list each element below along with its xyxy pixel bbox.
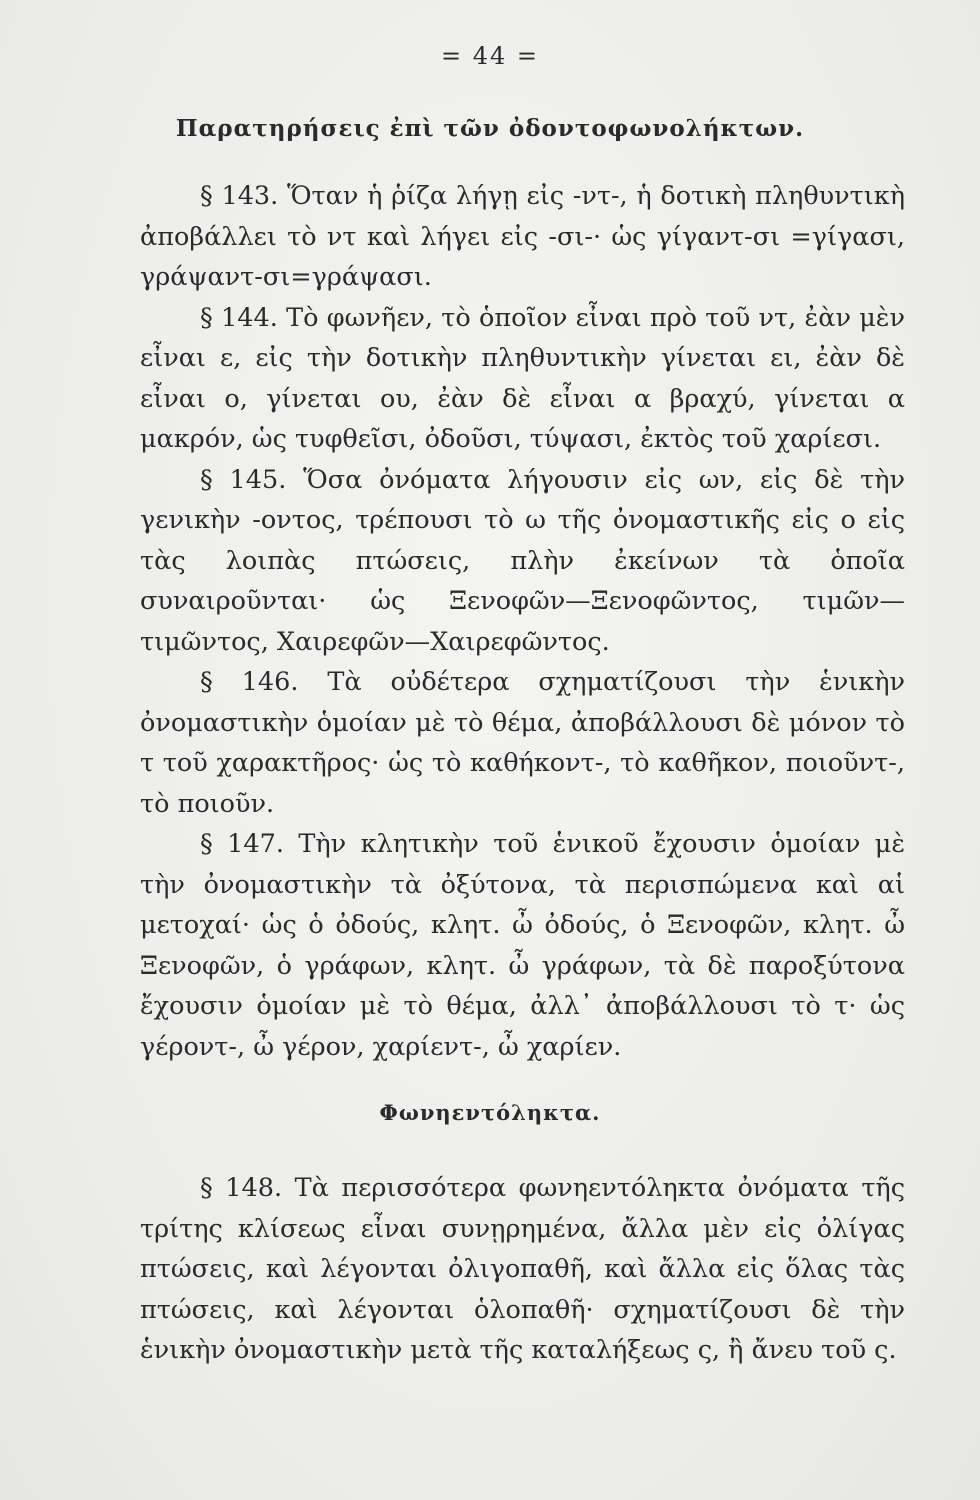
section-number: § 147.	[200, 829, 284, 859]
section-heading-observations: Παρατηρήσεις ἐπὶ τῶν ὀδοντοφωνολήκτων.	[175, 115, 805, 142]
paragraph-147	[140, 824, 905, 1067]
section-number: § 143.	[200, 181, 279, 211]
section-number: § 145.	[200, 464, 287, 495]
paragraph-text: Τὰ οὐδέτερα σχηματίζουσι τὴν ἑνικὴν ὀνομαστικὴν ὁμοίαν μὲ τὸ θέμα, ἀποβάλλουσι δὲ μόνον τὸ τ τοῦ χαρακτῆρος· ὡς τὸ καθήκοντ-, τὸ καθῆκον, ποιοῦντ-, τὸ ποιοῦν.	[140, 667, 906, 819]
section-number: § 148.	[200, 1173, 283, 1203]
section-number: § 144.	[200, 302, 278, 333]
paragraph-text: Τὴν κλητικὴν τοῦ ἑνικοῦ ἔχουσιν ὁμοίαν μὲ τὴν ὀνομαστικὴν τὰ ὀξύτονα, τὰ περισπώμενα καὶ αἱ μετοχαί· ὡς ὁ ὀδούς, κλητ. ὦ ὀδούς, ὁ Ξενοφῶν, κλητ. ὦ Ξενοφῶν, ὁ γράφων, κλητ. ὦ γράφων, τὰ δὲ παροξύτονα ἔχουσιν ὁμοίαν μὲ τὸ θέμα, ἀλλ᾽ ἀποβάλλουσι τὸ τ· ὡς γέροντ-, ὦ γέρον, χαρίεντ-, ὦ χαρίεν.	[140, 829, 905, 1062]
text-block-observations	[140, 176, 905, 1067]
paragraph-145	[140, 460, 905, 663]
paragraph-143	[140, 176, 905, 298]
paragraph-144	[140, 298, 905, 460]
paragraph-146	[140, 662, 905, 824]
paragraph-text: Τὰ περισσότερα φωνηεντόληκτα ὀνόματα τῆς τρίτης κλίσεως εἶναι συνῃρημένα, ἄλλα μὲν εἰς ὀλίγας πτώσεις, καὶ λέγονται ὀλιγοπαθῆ, καὶ ἄλλα εἰς ὅλας τὰς πτώσεις, καὶ λέγονται ὁλοπαθῆ· σχηματίζουσι δὲ τὴν ἑνικὴν ὀνομαστικὴν μετὰ τῆς καταλήξεως ς, ἢ ἄνευ τοῦ ς.	[140, 1173, 905, 1365]
paragraph-148	[140, 1168, 905, 1371]
page-number: = 44 =	[440, 42, 539, 70]
section-heading-vowel-ending: Φωνηεντόληκτα.	[379, 1100, 601, 1125]
paragraph-text: Ὅσα ὀνόματα λήγουσιν εἰς ων, εἰς δὲ τὴν γενικὴν -οντος, τρέπουσι τὸ ω τῆς ὀνομαστικῆς εἰς ο εἰς τὰς λοιπὰς πτώσεις, πλὴν ἐκείνων τὰ ὁποῖα συναιροῦνται· ὡς Ξενοφῶν—Ξενοφῶντος, τιμῶν— τιμῶντος, Χαιρεφῶν—Χαιρεφῶντος.	[140, 464, 905, 657]
paragraph-text: Τὸ φωνῆεν, τὸ ὁποῖον εἶναι πρὸ τοῦ ντ, ἐὰν μὲν εἶναι ε, εἰς τὴν δοτικὴν πληθυντικὴν γίνεται ει, ἐὰν δὲ εἶναι ο, γίνεται ου, ἐὰν δὲ εἶναι α βραχύ, γίνεται α μακρόν, ὡς τυφθεῖσι, ὀδοῦσι, τύψασι, ἐκτὸς τοῦ χαρίεσι.	[140, 302, 905, 454]
section-number: § 146.	[200, 667, 299, 697]
paragraph-text: Ὅταν ἡ ῥίζα λήγῃ εἰς -ντ-, ἡ δοτικὴ πληθυντικὴ ἀποβάλλει τὸ ντ καὶ λήγει εἰς -σι-· ὡς γίγαντ-σι =γίγασι, γράψαντ-σι=γράψασι.	[140, 181, 905, 292]
text-block-vowel-ending	[140, 1168, 905, 1371]
